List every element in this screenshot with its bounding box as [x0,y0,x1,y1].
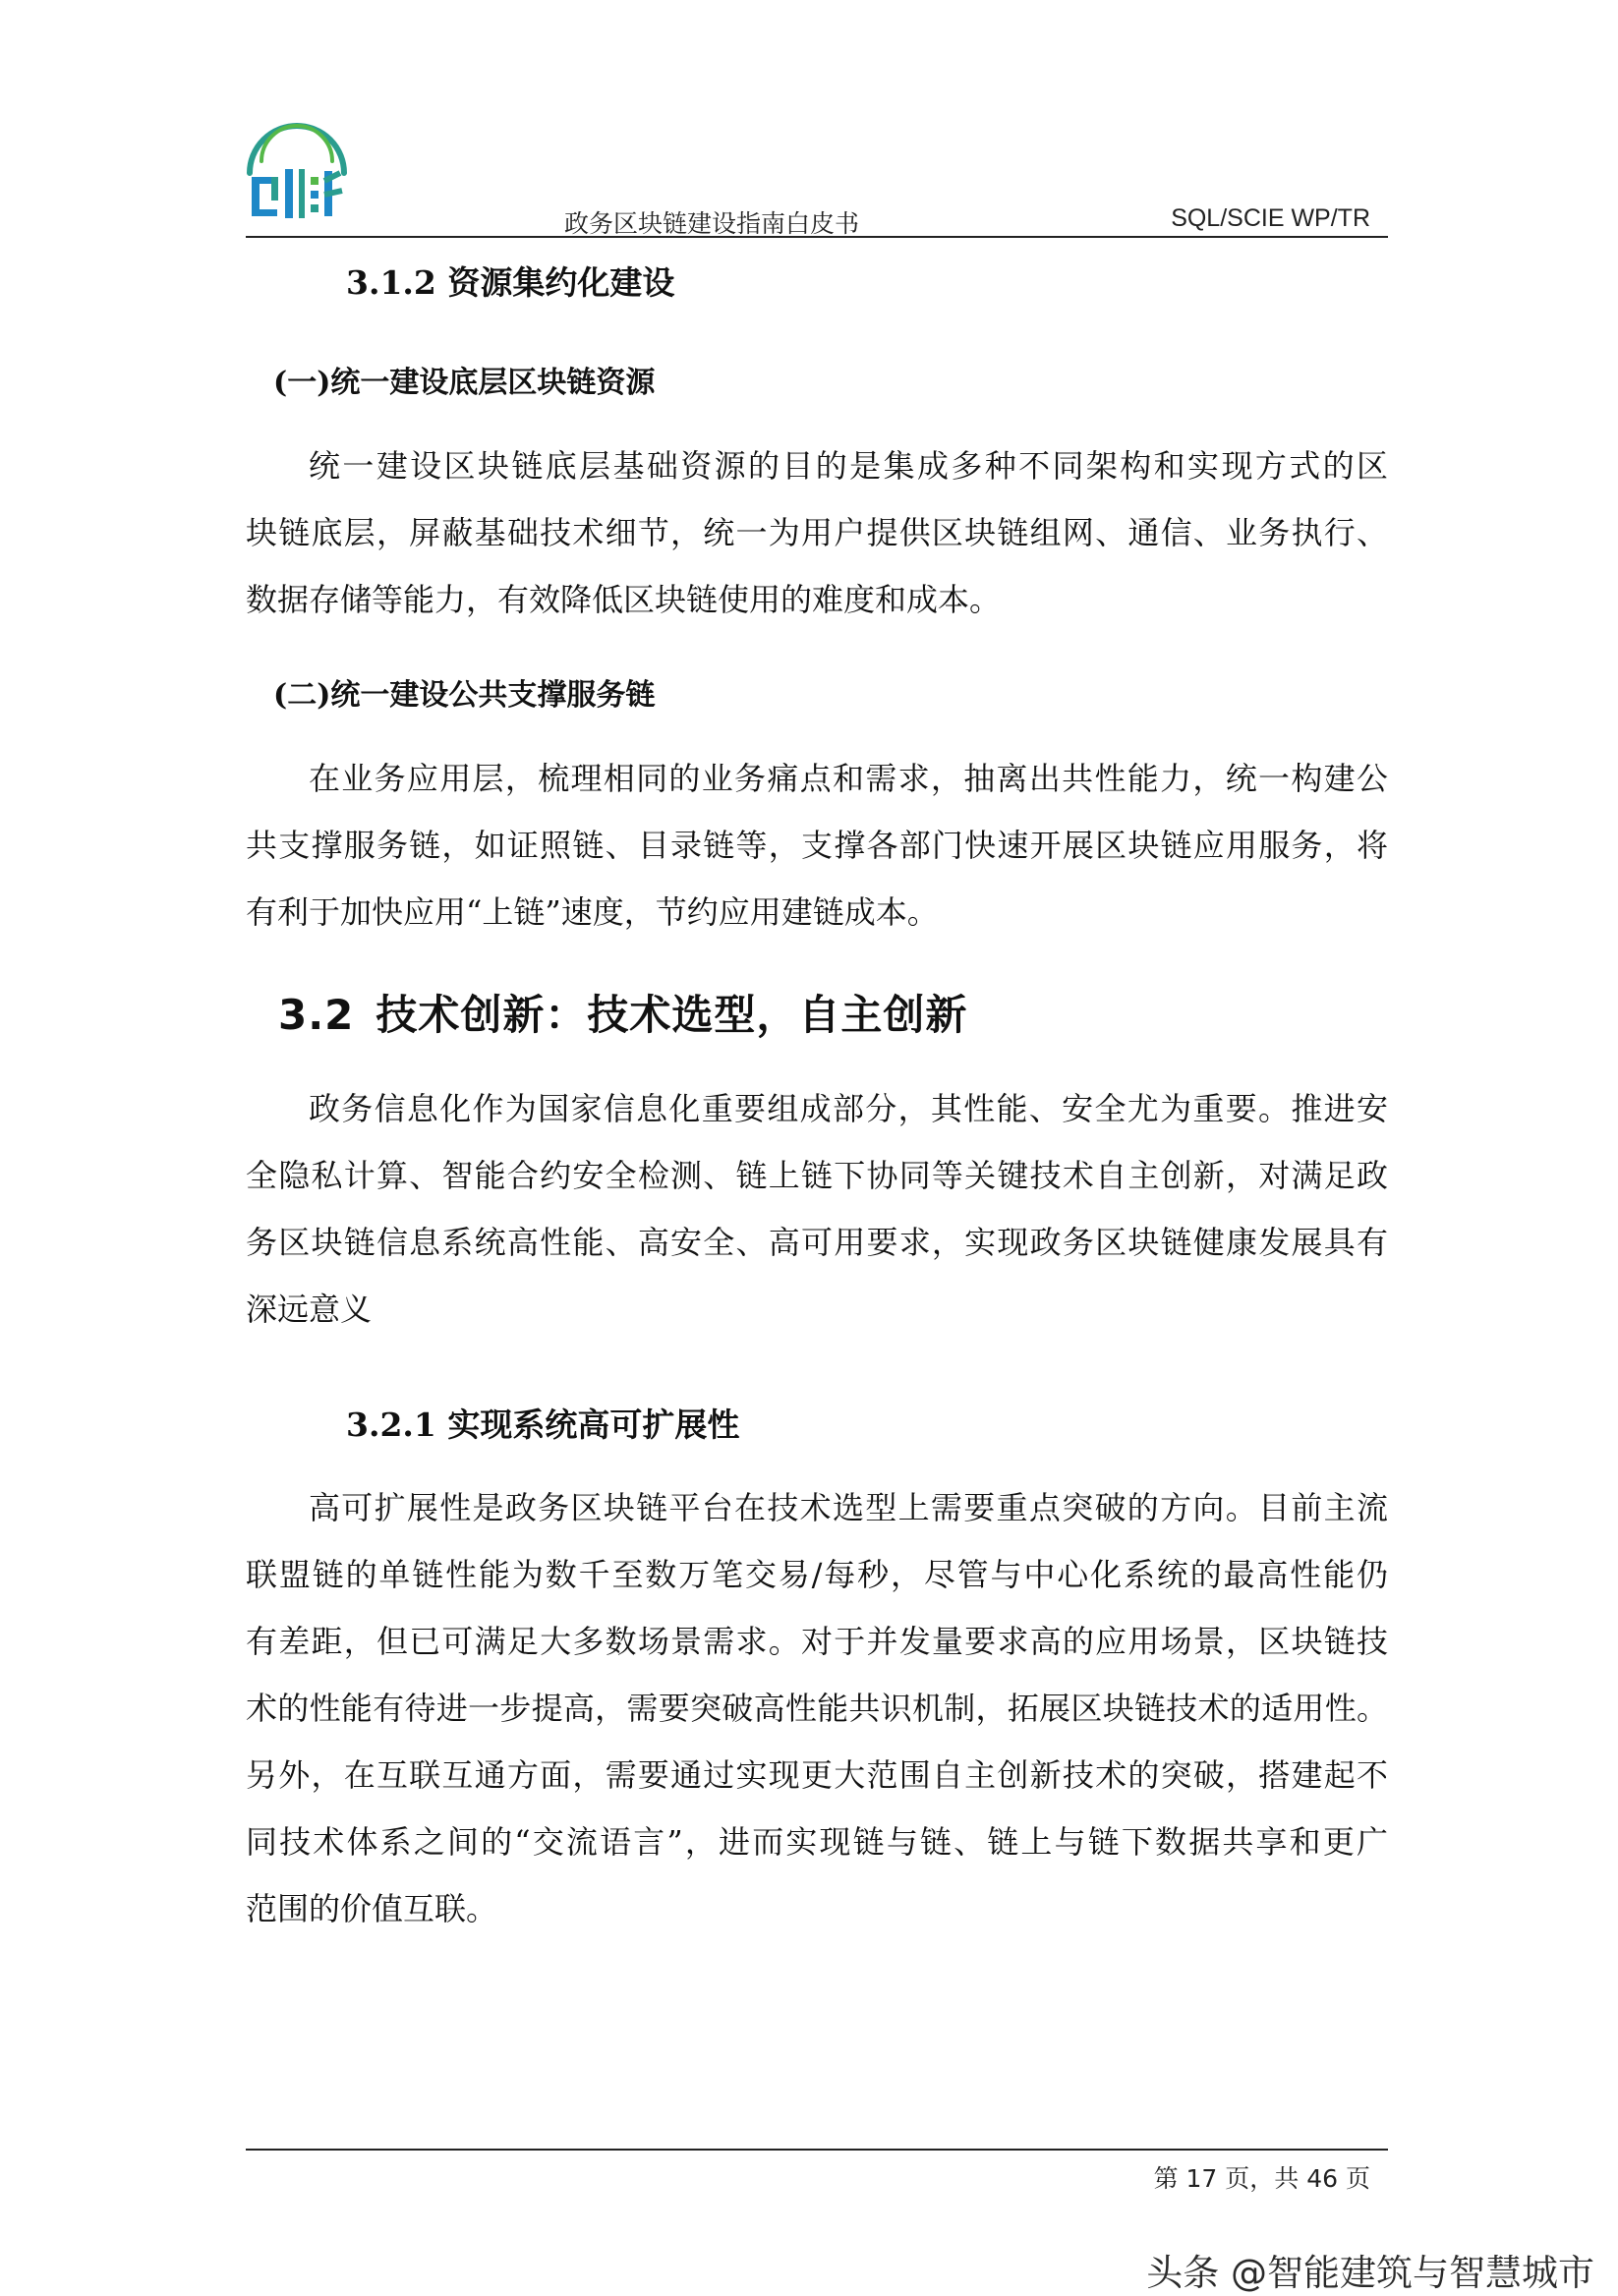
section-title: 技术创新：技术选型，自主创新 [376,991,968,1039]
paragraph-line: 高可扩展性是政务区块链平台在技术选型上需要重点突破的方向。目前主流 [309,1489,1388,1526]
paragraph-line: 术的性能有待进一步提高，需要突破高性能共识机制，拓展区块链技术的适用性。 [246,1690,1388,1727]
paragraph-line: 政务信息化作为国家信息化重要组成部分，其性能、安全尤为重要。推进安 [309,1090,1388,1127]
paragraph-line: 全隐私计算、智能合约安全检测、链上链下协同等关键技术自主创新，对满足政 [246,1157,1388,1194]
subsection-2-heading: (二)统一建设公共支撑服务链 [273,678,656,713]
subsection-1-paragraph [246,432,1388,633]
paragraph-line: 同技术体系之间的“交流语言”，进而实现链与链、链上与链下数据共享和更广 [246,1823,1388,1861]
paragraph-line: 另外，在互联互通方面，需要通过实现更大范围自主创新技术的突破，搭建起不 [246,1756,1388,1794]
paragraph-line: 共支撑服务链，如证照链、目录链等，支撑各部门快速开展区块链应用服务，将 [246,827,1388,864]
page-number: 第 17 页，共 46 页 [1153,2164,1370,2193]
footer-divider [246,2149,1388,2151]
paragraph-line: 务区块链信息系统高性能、高安全、高可用要求，实现政务区块链健康发展具有 [246,1224,1388,1261]
subsection-2-paragraph [246,745,1388,946]
paragraph-line: 有差距，但已可满足大多数场景需求。对于并发量要求高的应用场景，区块链技 [246,1623,1388,1660]
paragraph-line: 范围的价值互联。 [246,1890,498,1927]
section-3-1-2-heading: 3.1.2 资源集约化建设 [346,263,675,302]
section-number: 3.2 [278,991,355,1039]
paragraph-line: 深远意义 [246,1291,373,1328]
paragraph-line: 数据存储等能力，有效降低区块链使用的难度和成本。 [246,581,1002,618]
source-watermark: 头条 @智能建筑与智慧城市 [1146,2252,1594,2294]
section-3-2-paragraph [246,1075,1388,1343]
section-3-2-heading [278,983,967,1042]
header-doc-code: SQL/SCIE WP/TR [1171,204,1370,232]
paragraph-line: 统一建设区块链底层基础资源的目的是集成多种不同架构和实现方式的区 [309,447,1388,485]
paragraph-line: 联盟链的单链性能为数千至数万笔交易/每秒，尽管与中心化系统的最高性能仍 [246,1556,1388,1593]
header-title: 政务区块链建设指南白皮书 [564,209,860,238]
section-3-2-1-heading: 3.2.1 实现系统高可扩展性 [346,1406,740,1444]
blockchain-logo-icon [242,122,352,232]
section-3-2-1-paragraph [246,1474,1388,1942]
header-divider [246,236,1388,238]
paragraph-line: 有利于加快应用“上链”速度，节约应用建链成本。 [246,893,939,931]
paragraph-line: 在业务应用层，梳理相同的业务痛点和需求，抽离出共性能力，统一构建公 [309,760,1388,797]
paragraph-line: 块链底层，屏蔽基础技术细节，统一为用户提供区块链组网、通信、业务执行、 [246,514,1388,551]
subsection-1-heading: (一)统一建设底层区块链资源 [273,366,656,400]
